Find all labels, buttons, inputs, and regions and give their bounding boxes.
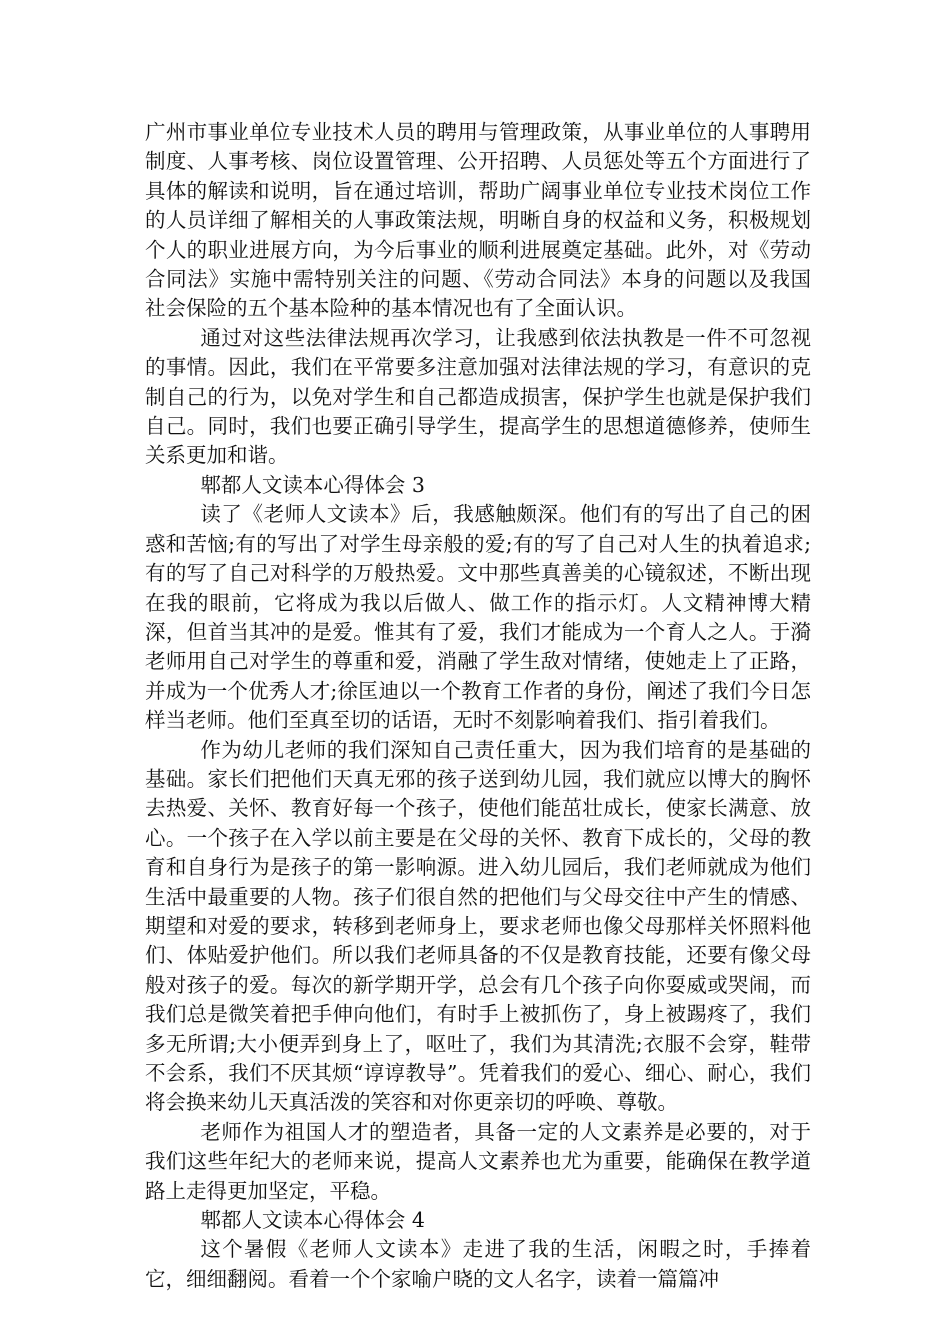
paragraph-kindergarten-teacher: 作为幼儿老师的我们深知自己责任重大，因为我们培育的是基础的基础。家长们把他们天真无邪的孩子送到幼儿园，我们就应以博大的胸怀去热爱、关怀、教育好每一个孩子，使他们能茁壮成长，使家长满意、放心。一个孩子在入学以前主要是在父母的关怀、教育下成长的，父母的教育和自身行为是孩子的第一影响源。进入幼儿园后，我们老师就成为他们生活中最重要的人物。孩子们很自然的把他们与父母交往中产生的情感、期望和对爱的要求，转移到老师身上，要求老师也像父母那样关怀照料他们、体贴爱护他们。所以我们老师具备的不仅是教育技能，还要有像父母般对孩子的爱。每次的新学期开学，总会有几个孩子向你耍威或哭闹，而我们总是微笑着把手伸向他们，有时手上被抓伤了，身上被踢疼了，我们多无所谓;大小便弄到身上了，呕吐了，我们为其清洗;衣服不会穿，鞋带不会系，我们不厌其烦“谆谆教导”。凭着我们的爱心、细心、耐心，我们将会换来幼儿天真活泼的笑容和对你更亲切的呼唤、尊敬。 bbox=[145, 737, 811, 1115]
section-title-4: 郫都人文读本心得体会 4 bbox=[200, 1208, 425, 1233]
document-page bbox=[145, 118, 811, 1294]
section-title-3: 郫都人文读本心得体会 3 bbox=[200, 472, 425, 497]
paragraph-reading-reflection: 读了《老师人文读本》后，我感触颇深。他们有的写出了自己的困惑和苦恼;有的写出了对学生母亲般的爱;有的写了自己对人生的执着追求;有的写了自己对科学的万般热爱。文中那些真善美的心镜叙述，不断出现在我的眼前，它将成为我以后做人、做工作的指示灯。人文精神博大精深，但首当其冲的是爱。惟其有了爱，我们才能成为一个育人之人。于漪老师用自己对学生的尊重和爱，消融了学生敌对情绪，使她走上了正路，并成为一个优秀人才;徐匡迪以一个教育工作者的身份，阐述了我们今日怎样当老师。他们至真至切的话语，无时不刻影响着我们、指引着我们。 bbox=[145, 502, 811, 733]
paragraph-policy-training: 广州市事业单位专业技术人员的聘用与管理政策，从事业单位的人事聘用制度、人事考核、岗位设置管理、公开招聘、人员惩处等五个方面进行了具体的解读和说明，旨在通过培训，帮助广阔事业单位专业技术岗位工作的人员详细了解相关的人事政策法规，明晰自身的权益和义务，积极规划个人的职业进展方向，为今后事业的顺利进展奠定基础。此外，对《劳动合同法》实施中需特别关注的问题、《劳动合同法》本身的问题以及我国社会保险的五个基本险种的基本情况也有了全面认识。 bbox=[145, 120, 811, 321]
paragraph-humanistic-literacy: 老师作为祖国人才的塑造者，具备一定的人文素养是必要的，对于我们这些年纪大的老师来说，提高人文素养也尤为重要，能确保在教学道路上走得更加坚定，平稳。 bbox=[145, 1119, 811, 1203]
paragraph-summer-reading: 这个暑假《老师人文读本》走进了我的生活，闲暇之时，手捧着它，细细翻阅。看着一个个家喻户晓的文人名字，读着一篇篇冲 bbox=[145, 1237, 811, 1291]
paragraph-law-study: 通过对这些法律法规再次学习，让我感到依法执教是一件不可忽视的事情。因此，我们在平常要多注意加强对法律法规的学习，有意识的克制自己的行为，以免对学生和自己都造成损害，保护学生也就是保护我们自己。同时，我们也要正确引导学生，提高学生的思想道德修养，使师生关系更加和谐。 bbox=[145, 325, 811, 468]
